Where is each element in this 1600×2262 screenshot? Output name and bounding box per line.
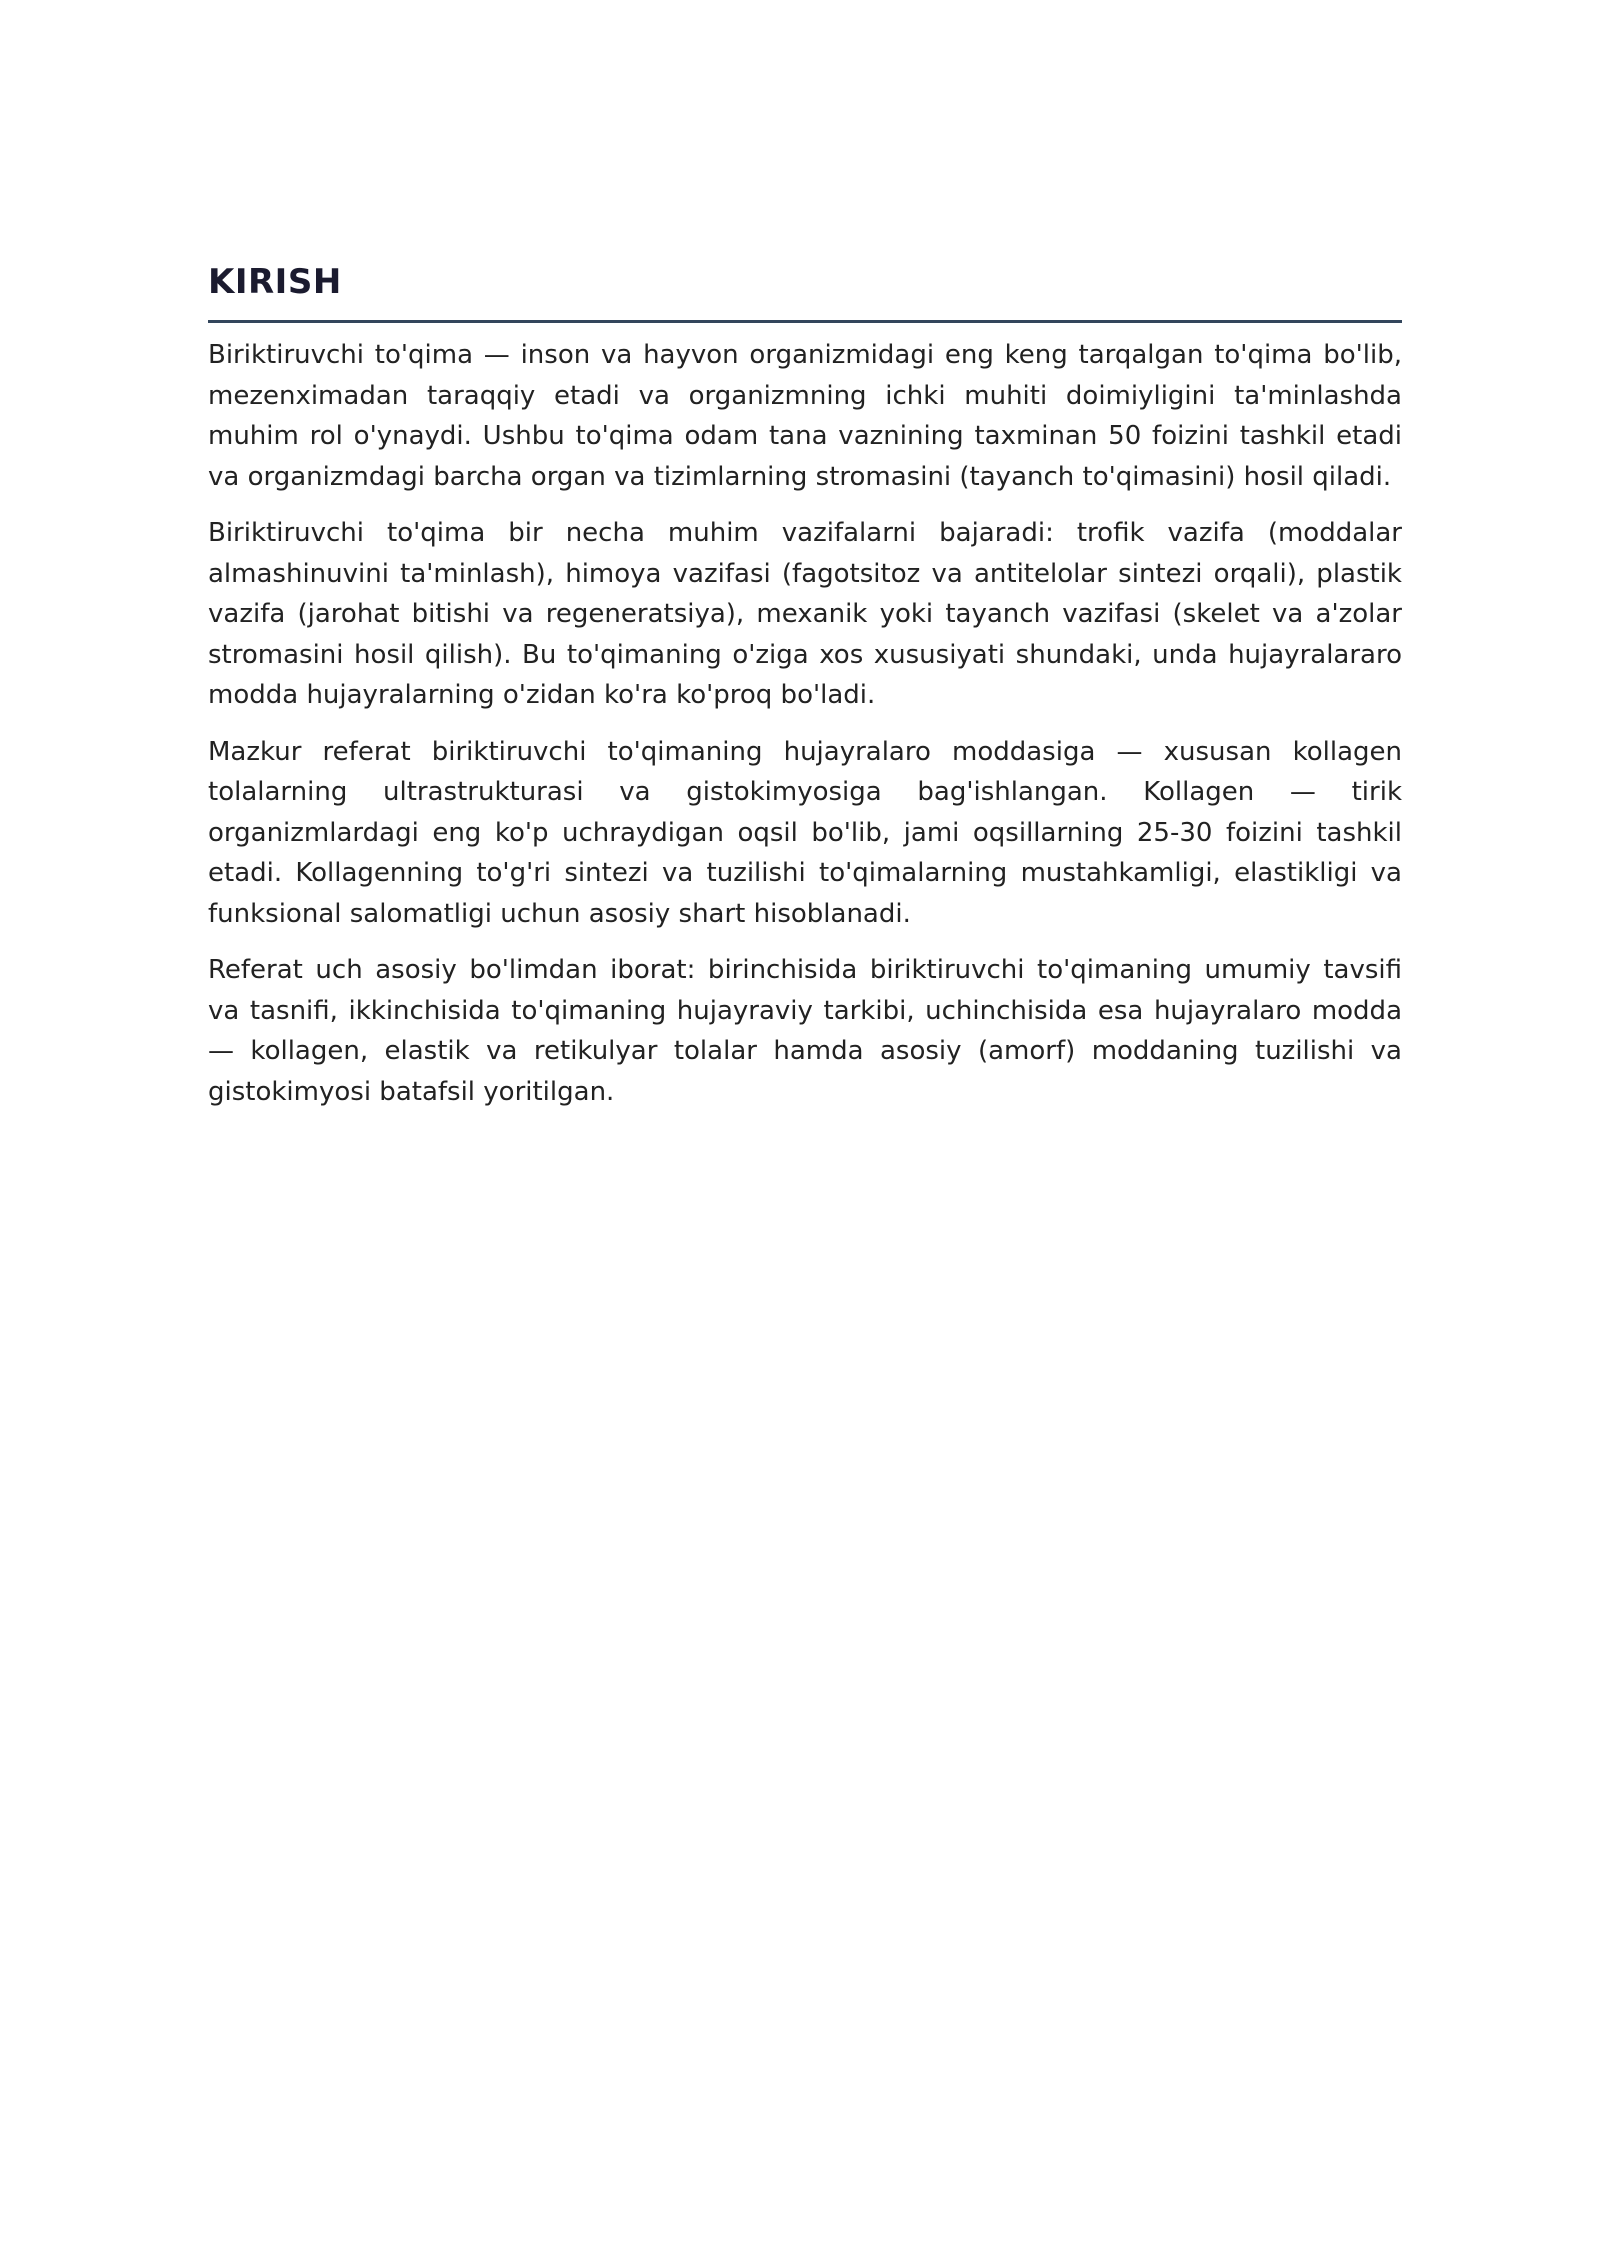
paragraph-1: Biriktiruvchi to'qima — inson va hayvon organizmidagi eng keng tarqalgan to'qima bo'lib, mezenximadan taraqqiy etadi va organizmning ichki muhiti doimiyligini ta'minlashda muhim rol o'ynaydi. Ushbu to'qima odam tana vaznining taxminan 50 foizini tashkil etadi va organizmdagi barcha organ va tizimlarning stromasini (tayanch to'qimasini) hosil qiladi. [208, 340, 1402, 492]
paragraph-3: Mazkur referat biriktiruvchi to'qimaning hujayralaro moddasiga — xususan kollagen tolalarning ultrastrukturasi va gistokimyosiga bag'ishlangan. Kollagen — tirik organizmlardagi eng ko'p uchraydigan oqsil bo'lib, jami oqsillarning 25-30 foizini tashkil etadi. Kollagenning to'g'ri sintezi va tuzilishi to'qimalarning mustahkamligi, elastikligi va funksional salomatligi uchun asosiy shart hisoblanadi. [208, 736, 1402, 929]
heading-divider [208, 320, 1402, 323]
paragraph-2: Biriktiruvchi to'qima bir necha muhim vazifalarni bajaradi: trofik vazifa (moddalar almashinuvini ta'minlash), himoya vazifasi (fagotsitoz va antitelolar sintezi orqali), plastik vazifa (jarohat bitishi va regeneratsiya), mexanik yoki tayanch vazifasi (skelet va a'zolar stromasini hosil qilish). Bu to'qimaning o'ziga xos xususiyati shundaki, unda hujayralararo modda hujayralarning o'zidan ko'ra ko'proq bo'ladi. [208, 518, 1402, 710]
paragraph-4: Referat uch asosiy bo'limdan iborat: birinchisida biriktiruvchi to'qimaning umumiy tavsifi va tasnifi, ikkinchisida to'qimaning hujayraviy tarkibi, uchinchisida esa hujayralaro modda — kollagen, elastik va retikulyar tolalar hamda asosiy (amorf) moddaning tuzilishi va gistokimyosi batafsil yoritilgan. [208, 955, 1402, 1107]
document-page [208, 258, 1402, 1128]
section-heading: KIRISH [208, 262, 342, 302]
